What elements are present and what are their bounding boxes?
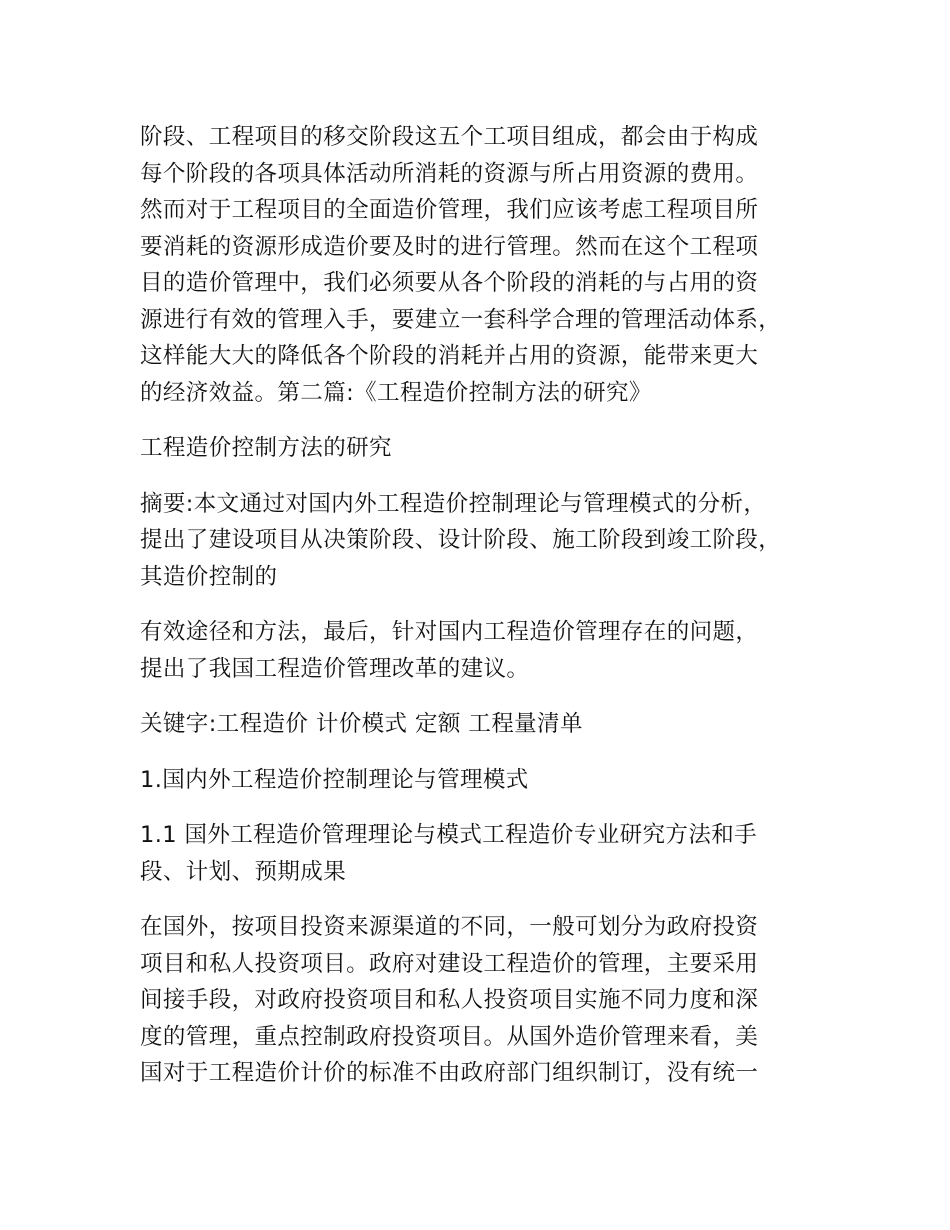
abstract-paragraph (140, 486, 812, 596)
text-line: 工程造价控制方法的研究 (140, 435, 392, 461)
text-line: 提出了我国工程造价管理改革的建议。 (140, 655, 530, 682)
article-title (140, 430, 812, 467)
text-line: 摘要:本文通过对国内外工程造价控制理论与管理模式的分析， (140, 490, 767, 517)
body-paragraph (140, 119, 812, 411)
text-line: 间接手段，对政府投资项目和私人投资项目实施不同力度和深 (140, 987, 759, 1013)
document-page (140, 119, 812, 1092)
keywords-line (140, 706, 812, 743)
text-line: 这样能大大的降低各个阶段的消耗并占用的资源，能带来更大 (140, 343, 759, 369)
section-heading-1-1 (140, 817, 812, 890)
text-line: 关键字:工程造价 计价模式 定额 工程量清单 (140, 711, 583, 737)
text-line: 在国外，按项目投资来源渠道的不同，一般可划分为政府投资 (140, 914, 759, 940)
text-line: 每个阶段的各项具体活动所消耗的资源与所占用资源的费用。 (140, 160, 759, 187)
text-line: 1.1 国外工程造价管理理论与模式工程造价专业研究方法和手 (140, 822, 758, 848)
text-line: 1.国内外工程造价控制理论与管理模式 (140, 766, 529, 793)
abstract-continuation (140, 614, 812, 687)
text-line: 的经济效益。第二篇:《工程造价控制方法的研究》 (140, 379, 652, 406)
text-line: 阶段、工程项目的移交阶段这五个工项目组成，都会由于构成 (140, 124, 759, 150)
text-line: 目的造价管理中，我们必须要从各个阶段的消耗的与占用的资 (140, 270, 759, 296)
text-line: 提出了建设项目从决策阶段、设计阶段、施工阶段到竣工阶段， (140, 527, 782, 553)
text-line: 要消耗的资源形成造价要及时的进行管理。然而在这个工程项 (140, 233, 759, 260)
text-line: 度的管理，重点控制政府投资项目。从国外造价管理来看，美 (140, 1023, 759, 1050)
text-line: 段、计划、预期成果 (140, 858, 347, 885)
text-line: 项目和私人投资项目。政府对建设工程造价的管理，主要采用 (140, 950, 759, 977)
body-paragraph (140, 909, 812, 1092)
text-line: 源进行有效的管理入手，要建立一套科学合理的管理活动体系， (140, 306, 782, 333)
text-line: 国对于工程造价计价的标准不由政府部门组织制订，没有统一 (140, 1060, 759, 1086)
text-line: 然而对于工程项目的全面造价管理，我们应该考虑工程项目所 (140, 197, 759, 223)
text-line: 有效途径和方法，最后，针对国内工程造价管理存在的问题， (140, 619, 759, 645)
text-line: 其造价控制的 (140, 563, 278, 590)
section-heading-1 (140, 762, 812, 799)
